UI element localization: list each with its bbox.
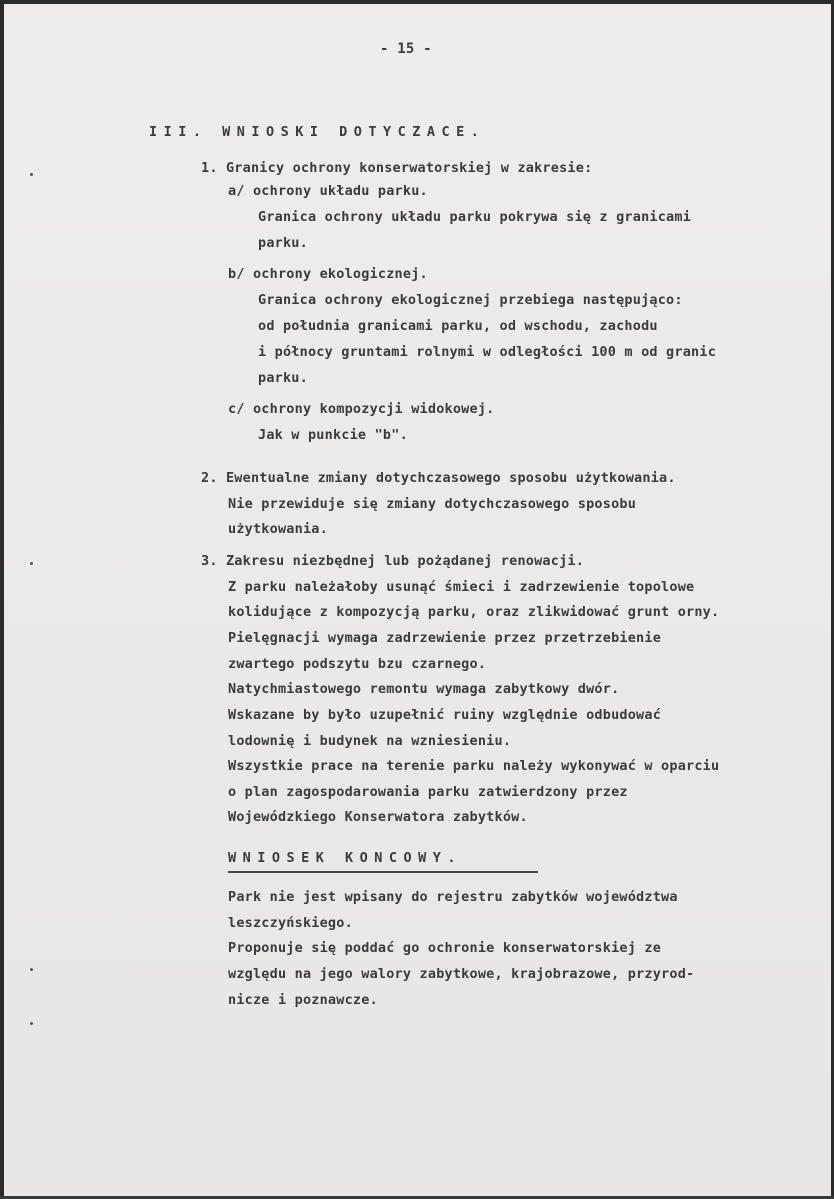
punch-mark — [30, 562, 33, 565]
text-line: zwartego podszytu bzu czarnego. — [228, 656, 487, 672]
text-line: parku. — [258, 370, 308, 386]
page-number: - 15 - — [380, 41, 432, 57]
text-line: Wojewódzkiego Konserwatora zabytków. — [228, 809, 528, 825]
text-line: Wskazane by było uzupełnić ruiny względnie odbudować — [228, 707, 662, 723]
heading-underline — [228, 871, 538, 873]
punch-mark — [30, 968, 33, 971]
section-heading: III. WNIOSKI DOTYCZACE. — [149, 124, 486, 140]
text-line: leszczyńskiego. — [228, 915, 353, 931]
text-line: Granica ochrony ekologicznej przebiega następująco: — [258, 292, 683, 308]
text-line: Proponuje się poddać go ochronie konserwatorskiej ze — [228, 940, 662, 956]
text-line: o plan zagospodarowania parku zatwierdzony przez — [228, 784, 628, 800]
scan-border-left — [0, 0, 4, 1199]
text-line: Natychmiastowego remontu wymaga zabytkowy dwór. — [228, 681, 620, 697]
punch-mark — [30, 173, 33, 176]
text-line: Z parku należałoby usunąć śmieci i zadrzewienie topolowe — [228, 579, 695, 595]
sub-b-heading: b/ ochrony ekologicznej. — [228, 266, 428, 282]
text-line: Nie przewiduje się zmiany dotychczasowego sposobu — [228, 496, 637, 512]
punch-mark — [30, 1022, 33, 1025]
item-3-heading: 3. Zakresu niezbędnej lub pożądanej renowacji. — [201, 553, 585, 569]
final-conclusion-heading: WNIOSEK KONCOWY. — [228, 850, 463, 866]
text-line: nicze i poznawcze. — [228, 992, 378, 1008]
scan-border-top — [0, 0, 834, 4]
text-line: Granica ochrony układu parku pokrywa się z granicami — [258, 209, 692, 225]
text-line: względu na jego walory zabytkowe, krajobrazowe, przyrod- — [228, 966, 695, 982]
text-line: od południa granicami parku, od wschodu, zachodu — [258, 318, 658, 334]
text-line: i północy gruntami rolnymi w odległości 100 m od granic — [258, 344, 717, 360]
text-line: parku. — [258, 235, 308, 251]
text-line: Pielęgnacji wymaga zadrzewienie przez przetrzebienie — [228, 630, 662, 646]
text-line: kolidujące z kompozycją parku, oraz zlikwidować grunt orny. — [228, 604, 720, 620]
text-line: lodownię i budynek na wzniesieniu. — [228, 733, 512, 749]
item-1-heading: 1. Granicy ochrony konserwatorskiej w zakresie: — [201, 160, 593, 176]
text-line: Jak w punkcie "b". — [258, 427, 408, 443]
text-line: Park nie jest wpisany do rejestru zabytków województwa — [228, 889, 678, 905]
sub-a-heading: a/ ochrony układu parku. — [228, 183, 428, 199]
text-line: użytkowania. — [228, 521, 328, 537]
text-line: Wszystkie prace na terenie parku należy wykonywać w oparciu — [228, 758, 720, 774]
sub-c-heading: c/ ochrony kompozycji widokowej. — [228, 401, 495, 417]
item-2-heading: 2. Ewentualne zmiany dotychczasowego sposobu użytkowania. — [201, 470, 676, 486]
